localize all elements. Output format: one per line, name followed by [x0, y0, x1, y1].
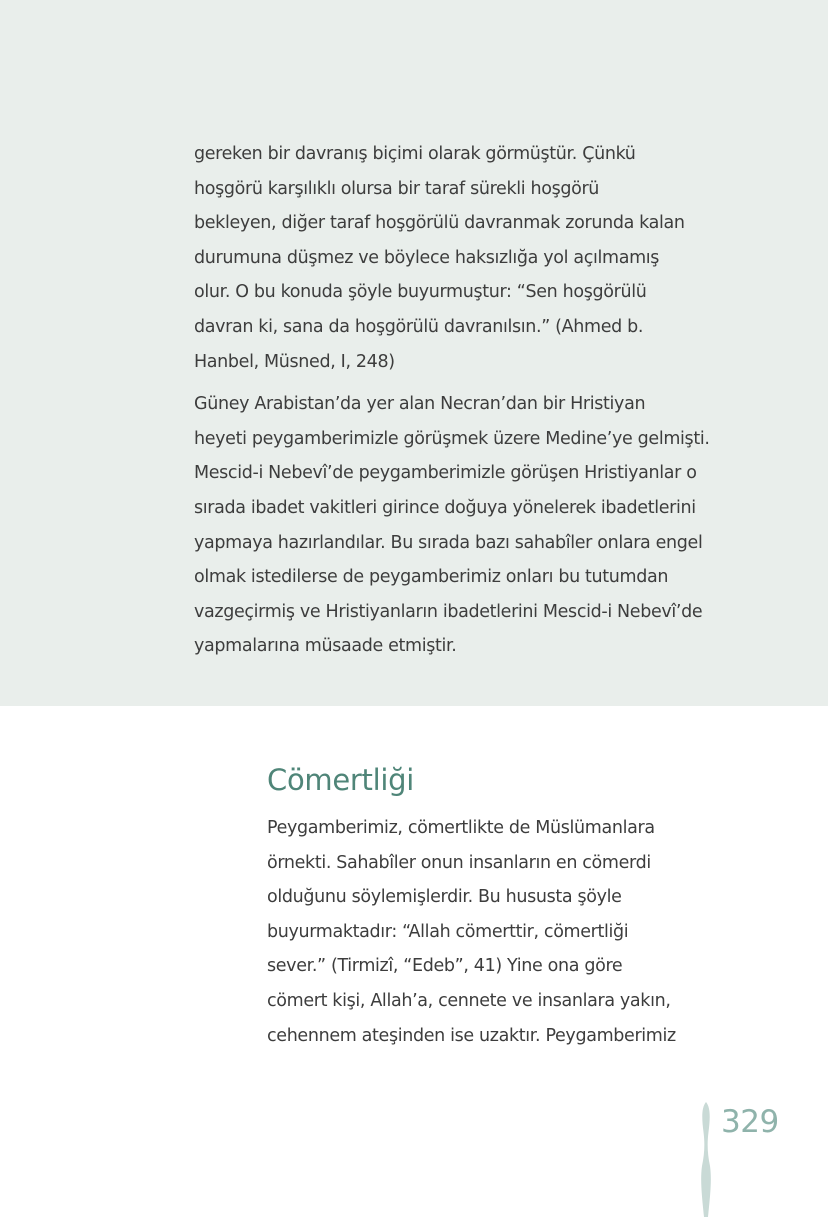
box-text — [194, 137, 710, 664]
text-line: örnekti. Sahabîler onun insanların en cömerdi — [267, 852, 651, 873]
text-line: olmak istedilerse de peygamberimiz onları bu tutumdan — [194, 567, 669, 588]
comertligi-section — [267, 760, 687, 1053]
section-paragraph — [267, 811, 687, 1053]
text-line: cehennem ateşinden ise uzaktır. Peygamberimiz — [267, 1025, 676, 1046]
page-marker-ornament — [696, 1102, 716, 1217]
text-line: Peygamberimiz, cömertlikte de Müslümanlara — [267, 818, 655, 838]
text-line: Mescid-i Nebevî’de peygamberimizle görüşen Hristiyanlar o — [194, 463, 697, 484]
text-line: cömert kişi, Allah’a, cennete ve insanlara yakın, — [267, 990, 671, 1011]
text-line: hoşgörü karşılıklı olursa bir taraf sürekli hoşgörü — [194, 178, 600, 199]
text-line: yapmaya hazırlandılar. Bu sırada bazı sahabîler onlara engel — [194, 532, 703, 553]
text-line: sırada ibadet vakitleri girince doğuya yönelerek ibadetlerini — [194, 497, 696, 518]
text-line: bekleyen, diğer taraf hoşgörülü davranmak zorunda kalan — [194, 213, 685, 234]
page-number: 329 — [721, 1104, 779, 1140]
box-paragraph-2 — [194, 387, 710, 664]
text-line: olduğunu söylemişlerdir. Bu hususta şöyle — [267, 887, 622, 908]
text-line: olur. O bu konuda şöyle buyurmuştur: “Sen hoşgörülü — [194, 282, 647, 303]
text-line: gereken bir davranış biçimi olarak görmüştür. Çünkü — [194, 144, 636, 164]
box-paragraph-1 — [194, 137, 684, 379]
text-line: heyeti peygamberimizle görüşmek üzere Medine’ye gelmişti. — [194, 428, 710, 449]
text-line: sever.” (Tirmizî, “Edeb”, 41) Yine ona göre — [267, 956, 623, 977]
text-line: yapmalarına müsaade etmiştir. — [194, 636, 457, 657]
text-line: buyurmaktadır: “Allah cömerttir, cömertliği — [267, 921, 629, 942]
text-line: davran ki, sana da hoşgörülü davranılsın.” (Ahmed b. — [194, 316, 644, 337]
text-line: Güney Arabistan’da yer alan Necran’dan bir Hristiyan — [194, 394, 646, 415]
section-heading: Cömertliği — [267, 763, 414, 797]
text-line: Hanbel, Müsned, I, 248) — [194, 351, 395, 372]
text-line: vazgeçirmiş ve Hristiyanların ibadetlerini Mescid-i Nebevî’de — [194, 601, 703, 622]
text-line: durumuna düşmez ve böylece haksızlığa yol açılmamış — [194, 247, 660, 268]
